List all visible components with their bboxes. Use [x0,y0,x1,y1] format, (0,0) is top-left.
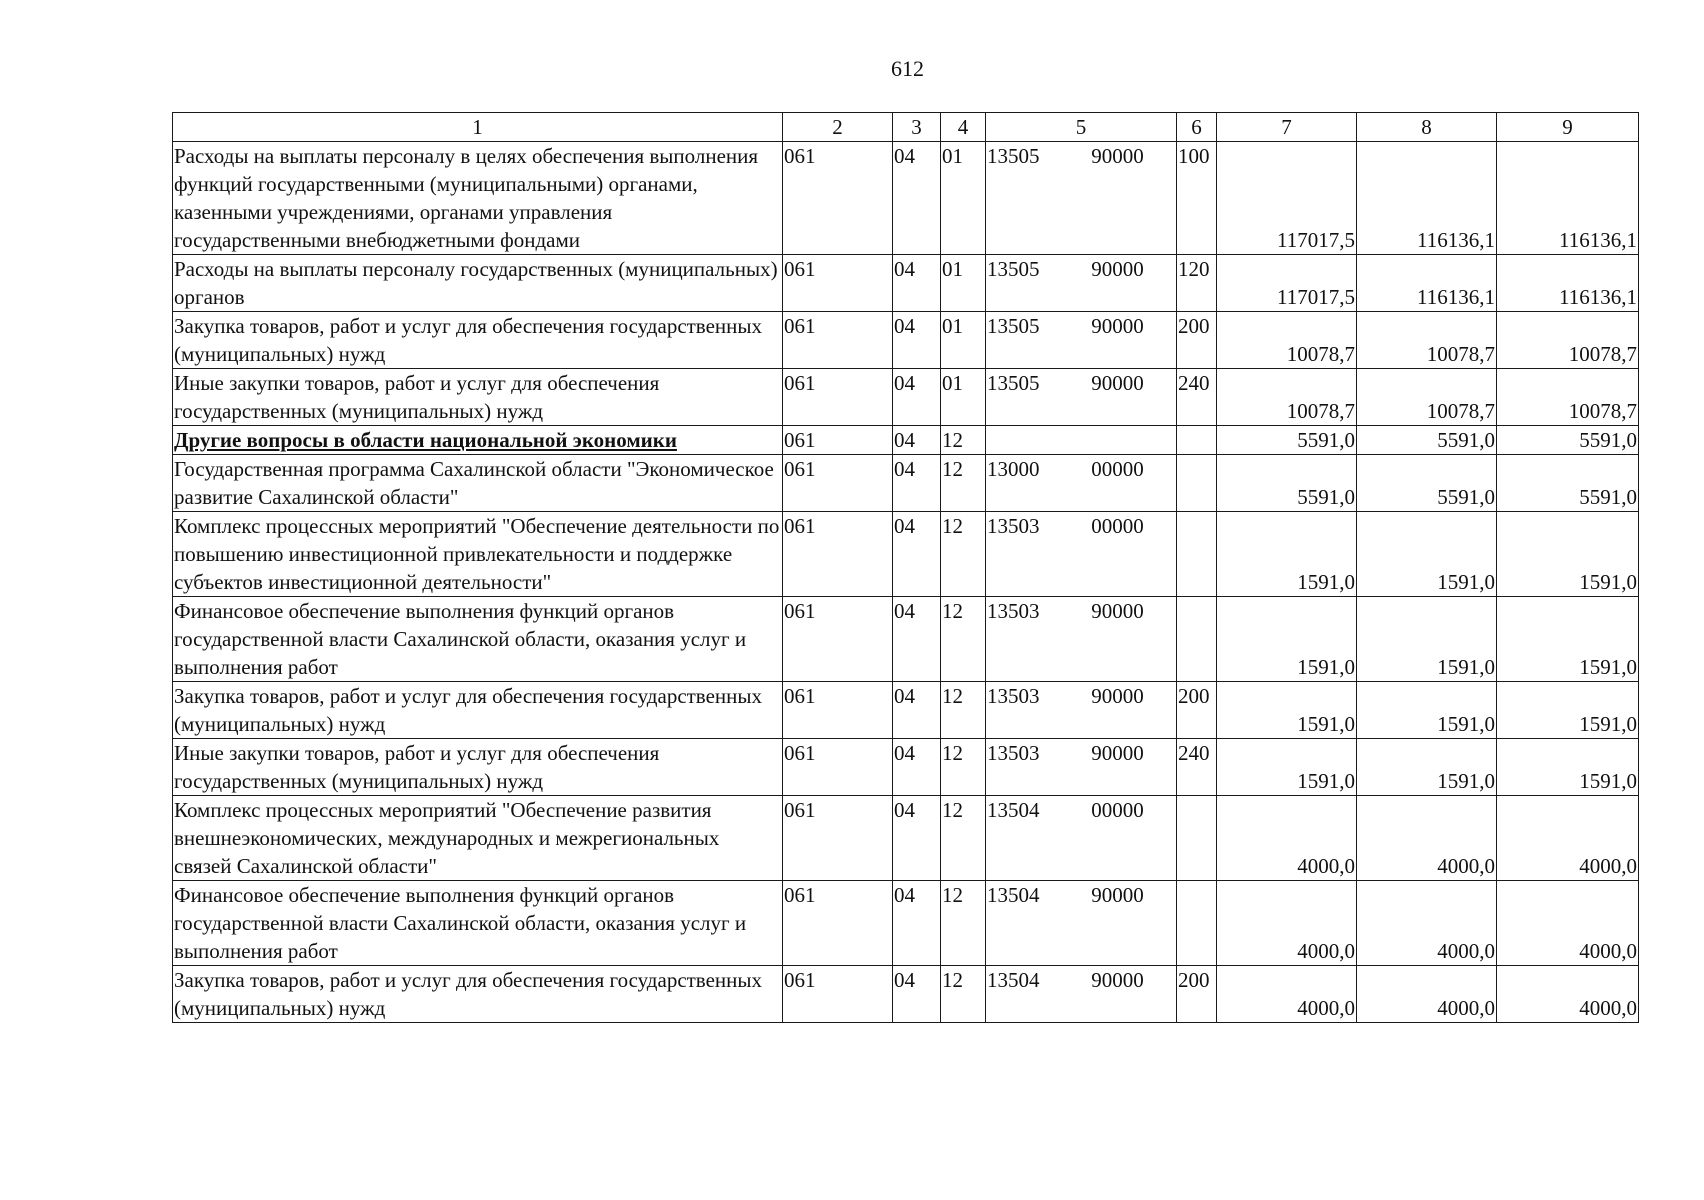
target-article-direction: 90000 [1091,741,1144,765]
table-header [173,113,1639,142]
row-name: Комплекс процессных мероприятий "Обеспечение деятельности по повышению инвестиционной привлекательности и поддержке субъектов инвестиционной деятельности" [173,512,783,597]
section-code: 04 [893,142,941,255]
amount-col-7: 10078,7 [1217,312,1357,369]
expense-type-code: 240 [1177,369,1217,426]
amount-col-9: 4000,0 [1497,881,1639,966]
section-code: 04 [893,426,941,455]
target-article-code [986,682,1177,739]
target-article-program: 13504 [987,798,1040,822]
amount-col-8: 10078,7 [1357,369,1497,426]
target-article-code [986,142,1177,255]
target-article-direction: 90000 [1091,257,1144,281]
section-code: 04 [893,369,941,426]
row-name: Государственная программа Сахалинской области "Экономическое развитие Сахалинской области" [173,455,783,512]
page-number: 612 [891,56,924,81]
expense-type-code: 100 [1177,142,1217,255]
subsection-code: 12 [941,739,986,796]
admin-code: 061 [783,739,893,796]
table-row [173,796,1639,881]
admin-code: 061 [783,455,893,512]
row-name: Другие вопросы в области национальной экономики [173,426,783,455]
amount-col-8: 1591,0 [1357,512,1497,597]
amount-col-7: 5591,0 [1217,455,1357,512]
target-article-direction: 90000 [1091,968,1144,992]
table-row [173,739,1639,796]
subsection-code: 01 [941,255,986,312]
target-article-code [986,455,1177,512]
subsection-code: 12 [941,426,986,455]
table-row [173,455,1639,512]
target-article-direction: 90000 [1091,883,1144,907]
table-row [173,255,1639,312]
amount-col-7: 117017,5 [1217,142,1357,255]
target-article-program: 13505 [987,314,1040,338]
section-code: 04 [893,966,941,1023]
target-article-program: 13503 [987,741,1040,765]
row-name: Комплекс процессных мероприятий "Обеспечение развития внешнеэкономических, международных и межрегиональных связей Сахалинской области" [173,796,783,881]
table-row [173,312,1639,369]
amount-col-8: 1591,0 [1357,682,1497,739]
subsection-code: 01 [941,312,986,369]
section-code: 04 [893,255,941,312]
admin-code: 061 [783,369,893,426]
target-article-direction: 00000 [1091,798,1144,822]
amount-col-9: 1591,0 [1497,739,1639,796]
section-code: 04 [893,796,941,881]
table-row [173,426,1639,455]
column-header: 9 [1497,113,1639,142]
amount-col-8: 116136,1 [1357,255,1497,312]
target-article-program: 13000 [987,457,1040,481]
target-article-direction: 90000 [1091,371,1144,395]
row-name: Финансовое обеспечение выполнения функций органов государственной власти Сахалинской области, оказания услуг и выполнения работ [173,597,783,682]
admin-code: 061 [783,512,893,597]
subsection-code: 12 [941,512,986,597]
target-article-direction: 90000 [1091,599,1144,623]
column-number-row [173,113,1639,142]
subsection-code: 12 [941,597,986,682]
section-code: 04 [893,455,941,512]
subsection-code: 01 [941,369,986,426]
subsection-code: 12 [941,682,986,739]
amount-col-9: 10078,7 [1497,312,1639,369]
table-row [173,881,1639,966]
row-name: Закупка товаров, работ и услуг для обеспечения государственных (муниципальных) нужд [173,966,783,1023]
row-name: Иные закупки товаров, работ и услуг для обеспечения государственных (муниципальных) нужд [173,739,783,796]
target-article-code [986,426,1177,455]
amount-col-7: 1591,0 [1217,597,1357,682]
row-name: Расходы на выплаты персоналу в целях обеспечения выполнения функций государственными (муниципальными) органами, казенными учреждениями, органами управления государственными внебюджетными фондами [173,142,783,255]
amount-col-9: 4000,0 [1497,966,1639,1023]
expense-type-code [1177,597,1217,682]
column-header: 7 [1217,113,1357,142]
target-article-direction: 90000 [1091,144,1144,168]
subsection-code: 12 [941,881,986,966]
amount-col-7: 117017,5 [1217,255,1357,312]
expense-type-code: 200 [1177,966,1217,1023]
expense-type-code: 200 [1177,312,1217,369]
amount-col-9: 10078,7 [1497,369,1639,426]
expense-type-code [1177,426,1217,455]
admin-code: 061 [783,597,893,682]
expense-type-code: 240 [1177,739,1217,796]
expense-type-code [1177,881,1217,966]
admin-code: 061 [783,881,893,966]
target-article-code [986,597,1177,682]
table-body [173,142,1639,1023]
target-article-program: 13503 [987,599,1040,623]
row-name: Иные закупки товаров, работ и услуг для обеспечения государственных (муниципальных) нужд [173,369,783,426]
target-article-code [986,312,1177,369]
budget-table-wrap [172,112,1639,1023]
table-row [173,597,1639,682]
column-header: 4 [941,113,986,142]
amount-col-9: 1591,0 [1497,597,1639,682]
row-name: Закупка товаров, работ и услуг для обеспечения государственных (муниципальных) нужд [173,312,783,369]
column-header: 3 [893,113,941,142]
target-article-direction: 00000 [1091,457,1144,481]
amount-col-8: 10078,7 [1357,312,1497,369]
expense-type-code [1177,796,1217,881]
amount-col-8: 5591,0 [1357,426,1497,455]
amount-col-7: 1591,0 [1217,739,1357,796]
table-row [173,512,1639,597]
target-article-code [986,966,1177,1023]
amount-col-7: 4000,0 [1217,966,1357,1023]
column-header: 6 [1177,113,1217,142]
admin-code: 061 [783,426,893,455]
amount-col-9: 1591,0 [1497,682,1639,739]
expense-type-code [1177,455,1217,512]
amount-col-8: 4000,0 [1357,881,1497,966]
amount-col-8: 4000,0 [1357,966,1497,1023]
admin-code: 061 [783,312,893,369]
amount-col-9: 116136,1 [1497,142,1639,255]
amount-col-8: 4000,0 [1357,796,1497,881]
amount-col-7: 4000,0 [1217,881,1357,966]
amount-col-7: 1591,0 [1217,512,1357,597]
amount-col-9: 1591,0 [1497,512,1639,597]
target-article-code [986,369,1177,426]
amount-col-7: 10078,7 [1217,369,1357,426]
admin-code: 061 [783,682,893,739]
amount-col-8: 1591,0 [1357,739,1497,796]
amount-col-7: 5591,0 [1217,426,1357,455]
column-header: 1 [173,113,783,142]
admin-code: 061 [783,796,893,881]
amount-col-8: 1591,0 [1357,597,1497,682]
target-article-code [986,512,1177,597]
admin-code: 061 [783,966,893,1023]
section-code: 04 [893,881,941,966]
target-article-code [986,739,1177,796]
budget-table [172,112,1639,1023]
target-article-code [986,881,1177,966]
target-article-program: 13505 [987,257,1040,281]
target-article-program: 13504 [987,968,1040,992]
section-code: 04 [893,512,941,597]
amount-col-7: 4000,0 [1217,796,1357,881]
column-header: 5 [986,113,1177,142]
column-header: 2 [783,113,893,142]
target-article-direction: 90000 [1091,314,1144,338]
table-row [173,369,1639,426]
amount-col-9: 5591,0 [1497,426,1639,455]
amount-col-9: 116136,1 [1497,255,1639,312]
table-row [173,142,1639,255]
target-article-program: 13505 [987,144,1040,168]
amount-col-9: 5591,0 [1497,455,1639,512]
amount-col-9: 4000,0 [1497,796,1639,881]
expense-type-code [1177,512,1217,597]
admin-code: 061 [783,142,893,255]
amount-col-8: 5591,0 [1357,455,1497,512]
expense-type-code: 120 [1177,255,1217,312]
target-article-program: 13505 [987,371,1040,395]
target-article-code [986,796,1177,881]
table-row [173,682,1639,739]
subsection-code: 12 [941,966,986,1023]
target-article-program: 13504 [987,883,1040,907]
section-code: 04 [893,597,941,682]
section-code: 04 [893,682,941,739]
target-article-direction: 90000 [1091,684,1144,708]
table-row [173,966,1639,1023]
target-article-code [986,255,1177,312]
amount-col-7: 1591,0 [1217,682,1357,739]
section-code: 04 [893,739,941,796]
target-article-program: 13503 [987,684,1040,708]
subsection-code: 01 [941,142,986,255]
row-name: Закупка товаров, работ и услуг для обеспечения государственных (муниципальных) нужд [173,682,783,739]
expense-type-code: 200 [1177,682,1217,739]
admin-code: 061 [783,255,893,312]
target-article-program: 13503 [987,514,1040,538]
column-header: 8 [1357,113,1497,142]
row-name: Финансовое обеспечение выполнения функций органов государственной власти Сахалинской области, оказания услуг и выполнения работ [173,881,783,966]
subsection-code: 12 [941,796,986,881]
row-name: Расходы на выплаты персоналу государственных (муниципальных) органов [173,255,783,312]
target-article-direction: 00000 [1091,514,1144,538]
subsection-code: 12 [941,455,986,512]
amount-col-8: 116136,1 [1357,142,1497,255]
section-code: 04 [893,312,941,369]
